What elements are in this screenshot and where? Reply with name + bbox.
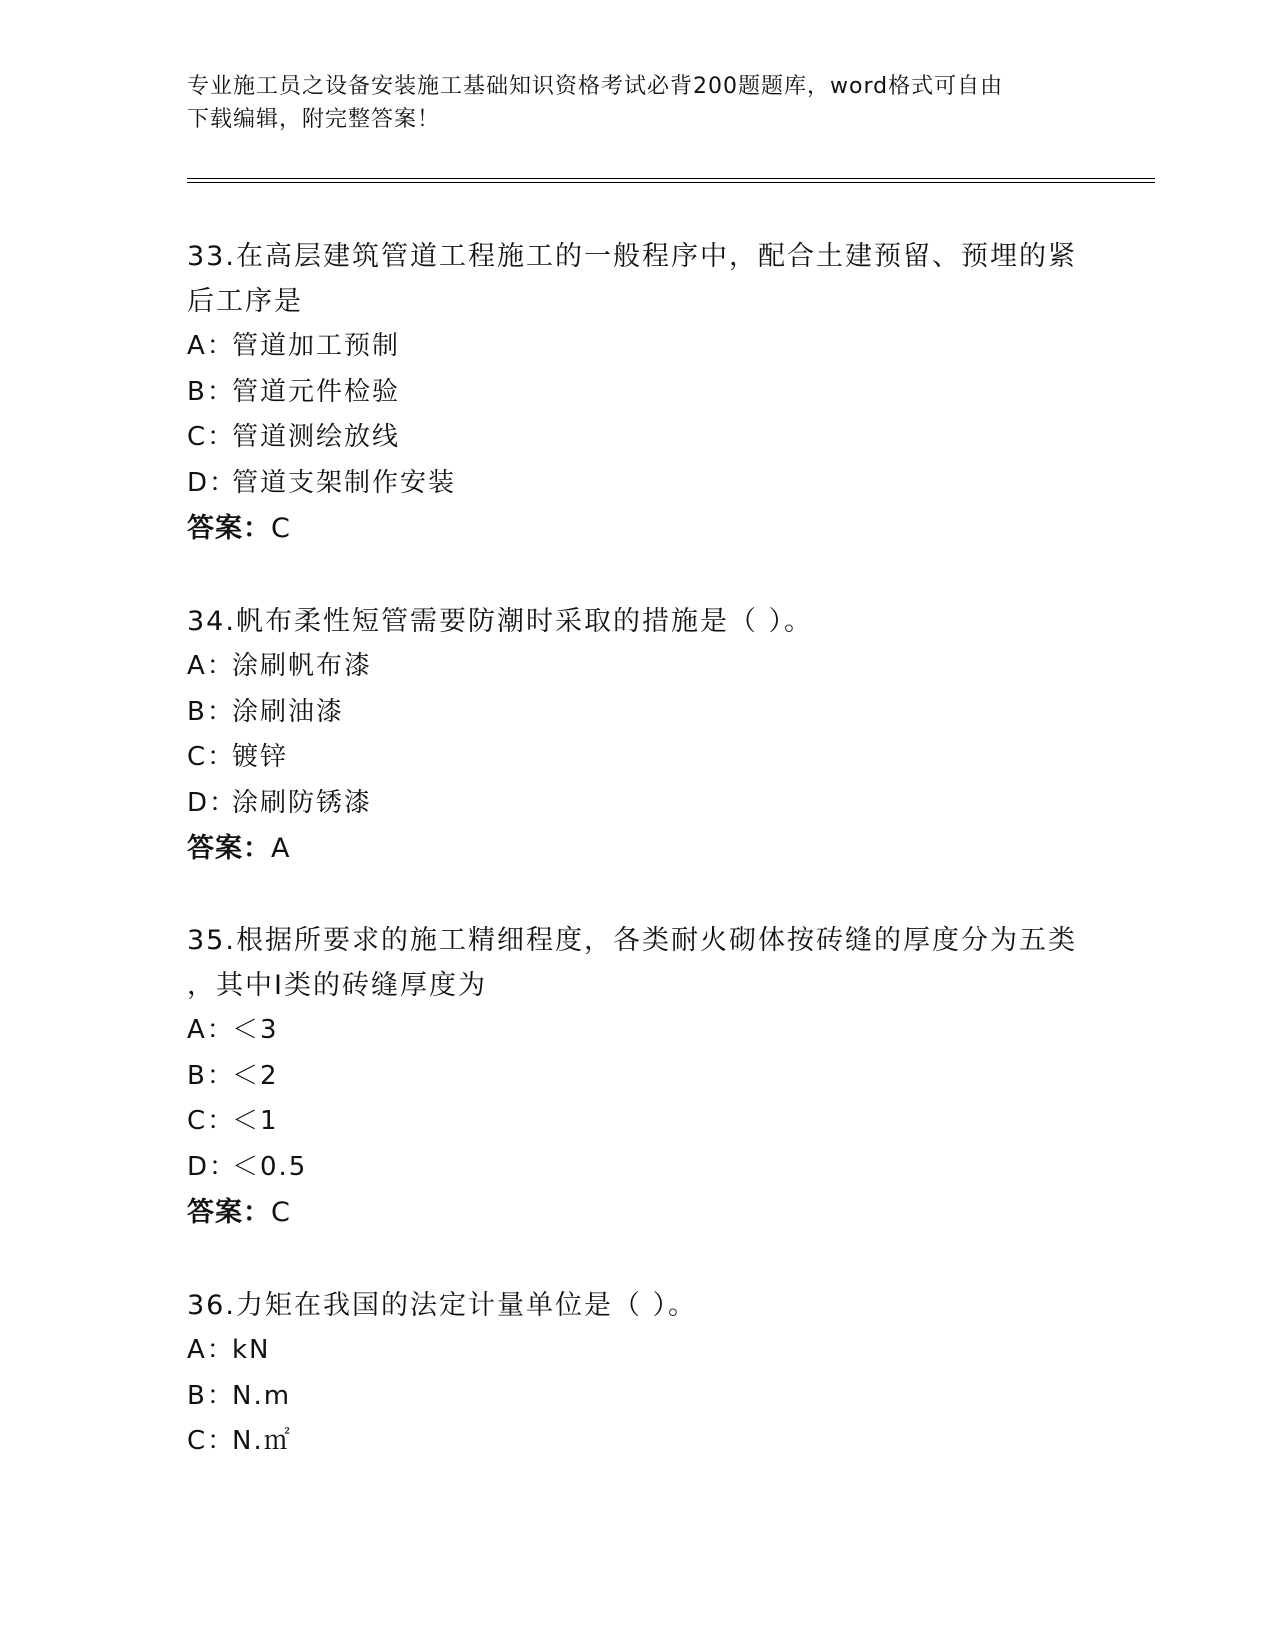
answer-line <box>187 826 1087 872</box>
answer-value: A <box>271 833 291 864</box>
option-letter: D： <box>187 1151 238 1182</box>
option-c <box>187 1419 1087 1465</box>
option-text: 管道测绘放线 <box>232 422 401 452</box>
header-divider-bottom <box>187 182 1155 183</box>
option-c <box>187 1099 1087 1145</box>
option-c <box>187 415 1087 461</box>
question-stem-line: 后工序是 <box>187 286 303 317</box>
option-text: N.m <box>232 1380 292 1411</box>
option-text: ＜2 <box>232 1060 279 1091</box>
answer-label: 答案： <box>187 1197 271 1228</box>
option-text: kN <box>232 1335 271 1365</box>
option-letter: A： <box>187 1335 235 1365</box>
option-letter: A： <box>187 651 235 681</box>
option-letter: C： <box>187 742 236 772</box>
option-text: N.㎡ <box>232 1426 292 1456</box>
option-letter: B： <box>187 376 235 407</box>
option-text: 镀锌 <box>232 742 289 772</box>
option-a <box>187 644 1087 690</box>
option-a <box>187 1328 1087 1374</box>
document-header <box>187 70 1087 136</box>
question-36 <box>187 1283 1087 1465</box>
option-letter: B： <box>187 1060 235 1091</box>
answer-line <box>187 1190 1087 1236</box>
question-stem-line: 33.在高层建筑管道工程施工的一般程序中，配合土建预留、预埋的紧 <box>187 241 1077 272</box>
option-letter: A： <box>187 1015 235 1045</box>
option-letter: D： <box>187 467 238 498</box>
option-a <box>187 324 1087 370</box>
option-letter: C： <box>187 422 236 452</box>
answer-label: 答案： <box>187 833 271 864</box>
option-text: 管道支架制作安装 <box>232 467 457 498</box>
option-b <box>187 370 1087 416</box>
question-34 <box>187 599 1087 872</box>
option-d <box>187 1145 1087 1191</box>
option-letter: B： <box>187 696 235 727</box>
question-stem-line: ，其中Ⅰ类的砖缝厚度为 <box>187 970 487 1001</box>
option-text: 管道加工预制 <box>232 331 401 361</box>
question-stem-line: 35.根据所要求的施工精细程度，各类耐火砌体按砖缝的厚度分为五类 <box>187 925 1077 956</box>
option-letter: D： <box>187 787 238 818</box>
question-33 <box>187 234 1087 552</box>
header-line-1: 专业施工员之设备安装施工基础知识资格考试必背200题题库，word格式可自由 <box>187 74 1004 99</box>
option-a <box>187 1008 1087 1054</box>
answer-value: C <box>271 1197 291 1228</box>
question-stem-line: 34.帆布柔性短管需要防潮时采取的措施是（ ）。 <box>187 606 814 637</box>
header-divider-top <box>187 178 1155 179</box>
option-d <box>187 781 1087 827</box>
option-letter: C： <box>187 1426 236 1456</box>
option-b <box>187 690 1087 736</box>
answer-line <box>187 506 1087 552</box>
answer-label: 答案： <box>187 513 271 544</box>
option-text: 管道元件检验 <box>232 376 401 407</box>
option-letter: C： <box>187 1106 236 1136</box>
option-text: 涂刷油漆 <box>232 696 345 727</box>
option-text: ＜1 <box>232 1106 279 1136</box>
question-35 <box>187 918 1087 1236</box>
option-letter: A： <box>187 331 235 361</box>
answer-value: C <box>271 513 291 544</box>
option-text: 涂刷帆布漆 <box>232 651 373 681</box>
option-d <box>187 461 1087 507</box>
option-text: ＜3 <box>232 1015 279 1045</box>
header-line-2: 下载编辑，附完整答案！ <box>187 107 441 132</box>
option-text: 涂刷防锈漆 <box>232 787 373 818</box>
option-c <box>187 735 1087 781</box>
option-b <box>187 1374 1087 1420</box>
option-letter: B： <box>187 1380 235 1411</box>
option-b <box>187 1054 1087 1100</box>
option-text: ＜0.5 <box>232 1151 308 1182</box>
question-stem-line: 36.力矩在我国的法定计量单位是（ ）。 <box>187 1290 698 1321</box>
